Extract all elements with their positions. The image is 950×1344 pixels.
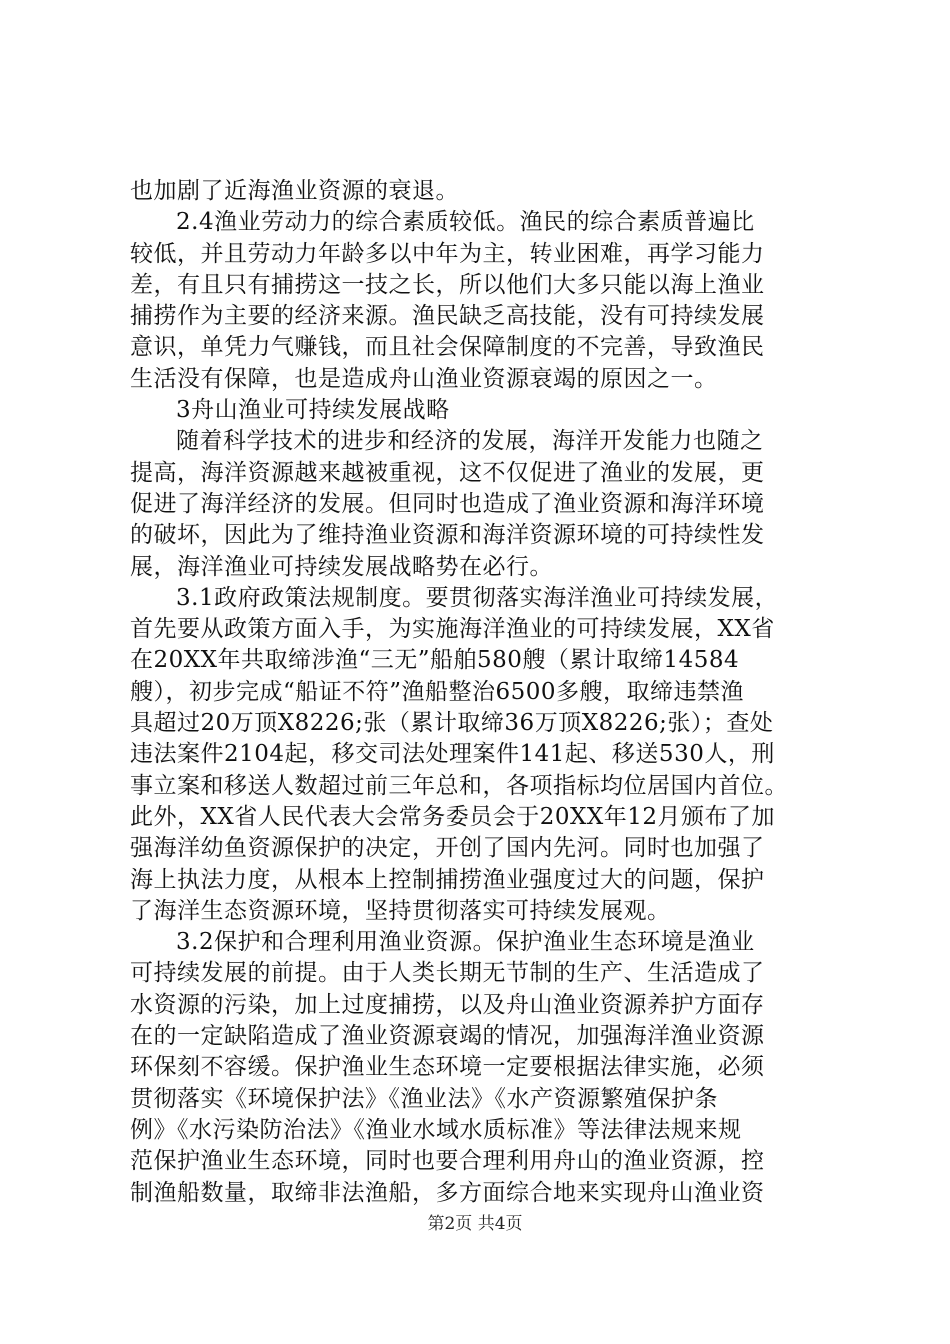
text-line: 可持续发展的前提。由于人类长期无节制的生产、生活造成了 <box>130 960 765 987</box>
text-line: 促进了海洋经济的发展。但同时也造成了渔业资源和海洋环境 <box>130 490 765 517</box>
text-line: 海上执法力度，从根本上控制捕捞渔业强度过大的问题，保护 <box>130 866 765 893</box>
paragraph-first-line: 3.1政府政策法规制度。要贯彻落实海洋渔业可持续发展， <box>176 584 779 611</box>
text-line: 具超过20万顶X8226;张（累计取缔36万顶X8226;张）；查处 <box>130 710 774 737</box>
text-line: 制渔船数量，取缔非法渔船，多方面综合地来实现舟山渔业资 <box>130 1179 765 1206</box>
text-line: 在20XX年共取缔涉渔“三无”船舶580艘（累计取缔14584 <box>130 647 740 674</box>
text-line: 此外，XX省人民代表大会常务委员会于20XX年12月颁布了加 <box>130 803 776 830</box>
text-line: 的破坏，因此为了维持渔业资源和海洋资源环境的可持续性发 <box>130 522 765 549</box>
text-line: 贯彻落实《环境保护法》《渔业法》《水产资源繁殖保护条 <box>130 1085 718 1112</box>
text-line: 捕捞作为主要的经济来源。渔民缺乏高技能，没有可持续发展 <box>130 303 765 330</box>
text-line: 生活没有保障，也是造成舟山渔业资源衰竭的原因之一。 <box>130 365 718 392</box>
text-line: 环保刻不容缓。保护渔业生态环境一定要根据法律实施，必须 <box>130 1054 765 1081</box>
document-body <box>130 176 830 1209</box>
text-line: 也加剧了近海渔业资源的衰退。 <box>130 178 459 204</box>
paragraph-first-line: 随着科学技术的进步和经济的发展，海洋开发能力也随之 <box>176 428 764 455</box>
text-line: 例》《水污染防治法》《渔业水域水质标准》等法律法规来规 <box>130 1116 742 1143</box>
text-line: 展，海洋渔业可持续发展战略势在必行。 <box>130 553 553 580</box>
text-line: 了海洋生态资源环境，坚持贯彻落实可持续发展观。 <box>130 897 671 924</box>
text-line: 差，有且只有捕捞这一技之长，所以他们大多只能以海上渔业 <box>130 271 765 298</box>
text-line: 艘），初步完成“船证不符”渔船整治6500多艘，取缔违禁渔 <box>130 678 745 705</box>
text-line: 在的一定缺陷造成了渔业资源衰竭的情况，加强海洋渔业资源 <box>130 1023 765 1050</box>
text-line: 范保护渔业生态环境，同时也要合理利用舟山的渔业资源，控 <box>130 1148 765 1175</box>
paragraph-first-line: 3.2保护和合理利用渔业资源。保护渔业生态环境是渔业 <box>176 929 755 956</box>
text-line: 事立案和移送人数超过前三年总和，各项指标均位居国内首位。 <box>130 772 788 799</box>
paragraph-first-line: 2.4渔业劳动力的综合素质较低。渔民的综合素质普遍比 <box>176 209 755 236</box>
text-line: 水资源的污染，加上过度捕捞，以及舟山渔业资源养护方面存 <box>130 991 765 1018</box>
text-line: 提高，海洋资源越来越被重视，这不仅促进了渔业的发展，更 <box>130 459 765 486</box>
text-line: 较低，并且劳动力年龄多以中年为主，转业困难，再学习能力 <box>130 240 765 267</box>
paragraph-first-line: 3舟山渔业可持续发展战略 <box>176 397 450 424</box>
text-line: 意识，单凭力气赚钱，而且社会保障制度的不完善，导致渔民 <box>130 334 765 361</box>
text-line: 违法案件2104起，移交司法处理案件141起、移送530人，刑 <box>130 741 775 768</box>
page-number-footer: 第2页 共4页 <box>427 1214 523 1234</box>
text-line: 强海洋幼鱼资源保护的决定，开创了国内先河。同时也加强了 <box>130 835 765 862</box>
text-line: 首先要从政策方面入手，为实施海洋渔业的可持续发展，XX省 <box>130 616 775 643</box>
